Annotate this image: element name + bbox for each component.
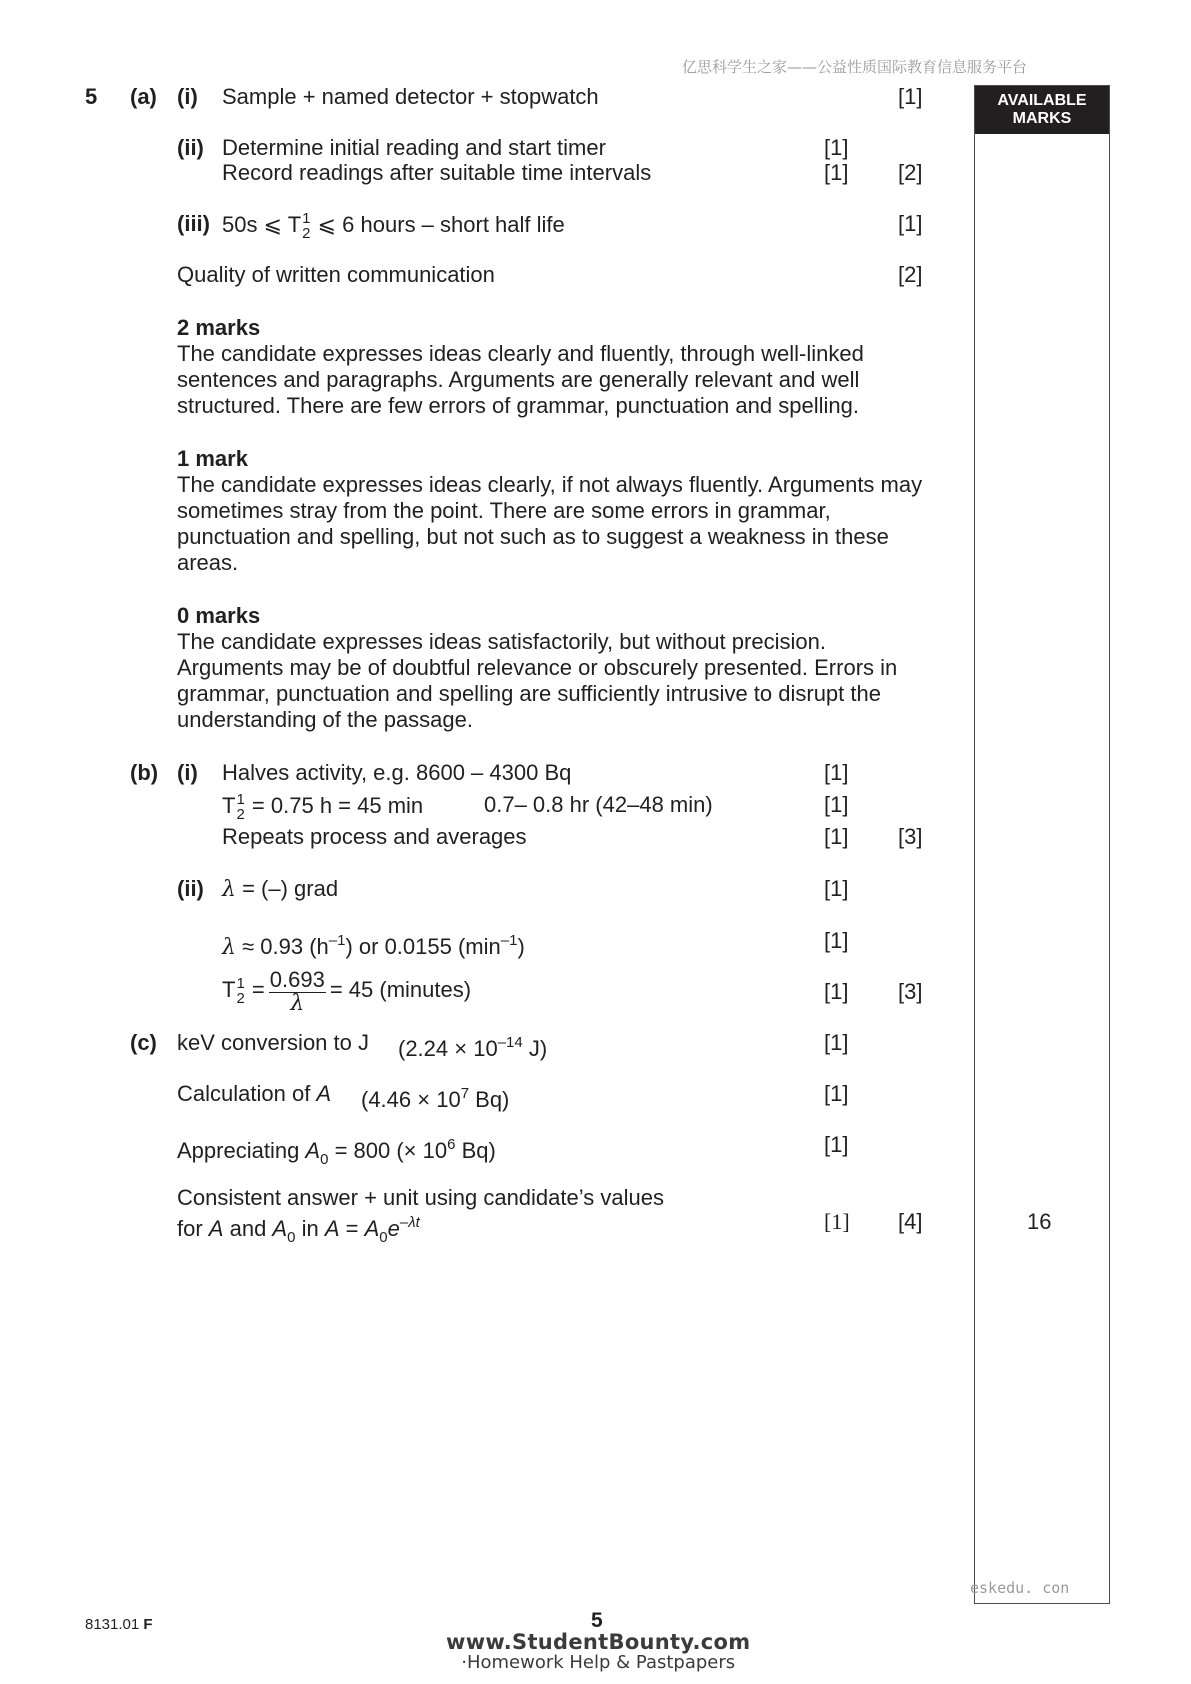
- part-c-line3-mark: [1]: [824, 1132, 849, 1157]
- part-b-ii-line1-mark: [1]: [824, 876, 849, 901]
- part-b-i-line1: Halves activity, e.g. 8600 – 4300 Bq: [222, 760, 572, 785]
- header-line-1: AVAILABLE: [997, 92, 1087, 109]
- part-a-iii-label: (iii): [177, 211, 210, 236]
- part-b-i-line2-mark: [1]: [824, 792, 849, 817]
- half-life-range-text: ⩽ 6 hours – short half life: [317, 211, 565, 237]
- part-c-line5-mark: [1]: [824, 1209, 850, 1234]
- paper-code-number: 8131.01: [85, 1616, 140, 1633]
- part-c-total: [4]: [898, 1209, 923, 1234]
- part-b-i-line1-mark: [1]: [824, 760, 849, 785]
- subscript: 0: [379, 1229, 388, 1246]
- lambda-symbol: λ: [222, 935, 236, 960]
- text-fragment: =: [339, 1216, 365, 1241]
- part-c-line5: [177, 1210, 420, 1251]
- unit-text: Bq): [469, 1087, 510, 1112]
- part-b-ii-line2: [222, 928, 525, 961]
- decay-constant-minutes: ) or 0.0155 (min: [345, 934, 501, 959]
- part-b-i-line2: [222, 792, 423, 822]
- exponent: 7: [460, 1085, 470, 1102]
- half-life-symbol: T: [222, 792, 236, 818]
- half-life-result: = 45 (minutes): [329, 977, 472, 1002]
- value-text: (4.46 × 10: [361, 1087, 461, 1112]
- part-a-label: (a): [130, 84, 157, 109]
- part-b-ii-line3-mark: [1]: [824, 979, 849, 1004]
- part-a-ii-line1: Determine initial reading and start timer: [222, 135, 606, 160]
- part-b-i-label: (i): [177, 760, 198, 785]
- part-b-i-line3: Repeats process and averages: [222, 824, 527, 849]
- qwc-level-heading: 0 marks: [177, 603, 261, 628]
- part-a-ii-line2-mark: [1]: [824, 160, 849, 185]
- text-fragment: in: [295, 1216, 325, 1241]
- qwc-total: [2]: [898, 262, 923, 287]
- subscript: 0: [320, 1151, 329, 1168]
- part-b-label: (b): [130, 760, 159, 785]
- activity-variable: A: [316, 1081, 332, 1106]
- half-fraction: 1 2: [236, 975, 245, 1008]
- exponent: –λt: [399, 1214, 420, 1231]
- formula-denominator: λ: [290, 990, 305, 1016]
- value-text: = 800 (× 10: [328, 1138, 448, 1163]
- part-c-line2-value: [361, 1081, 509, 1113]
- qwc-level-heading: 1 mark: [177, 446, 248, 471]
- lambda-symbol: λ: [222, 877, 236, 902]
- part-b-ii-label: (ii): [177, 876, 204, 901]
- half-life-symbol: 50s ⩽ T: [222, 211, 302, 237]
- part-a-ii-line1-mark: [1]: [824, 135, 849, 160]
- qwc-label: Quality of written communication: [177, 262, 495, 287]
- unit-text: Bq): [455, 1138, 496, 1163]
- header-line-2: MARKS: [1012, 110, 1072, 127]
- available-marks-header: [975, 86, 1109, 134]
- qwc-level-heading: 2 marks: [177, 315, 261, 340]
- part-a-i-text: Sample + named detector + stopwatch: [222, 84, 599, 109]
- value-text: (2.24 × 10: [398, 1036, 498, 1061]
- watermark-text: 亿思科学生之家——公益性质国际教育信息服务平台: [682, 58, 1028, 76]
- text-fragment: and: [223, 1216, 273, 1241]
- page-number: 5: [591, 1609, 603, 1632]
- qwc-level-text: The candidate expresses ideas clearly and fluently, through well-linked sentences and paragraphs. Arguments are generally relevant and well structured. There are few errors of grammar, punctuation and spelling.: [177, 341, 864, 418]
- activity-variable: A: [305, 1138, 321, 1163]
- part-a-iii-text: [222, 211, 565, 241]
- part-a-i-label: (i): [177, 84, 198, 109]
- part-a-ii-label: (ii): [177, 135, 204, 160]
- equals-sign: =: [251, 977, 265, 1002]
- activity-variable: A: [272, 1216, 288, 1241]
- text-fragment: for: [177, 1216, 209, 1241]
- exponential-symbol: e: [387, 1216, 400, 1241]
- gradient-text: = (–) grad: [242, 876, 339, 901]
- qwc-level-0: [177, 603, 937, 733]
- part-a-ii-total: [2]: [898, 160, 923, 185]
- qwc-level-1: [177, 446, 937, 576]
- part-c-line2: [177, 1081, 331, 1107]
- studentbounty-logo[interactable]: [446, 1631, 750, 1673]
- exponent: 6: [447, 1136, 456, 1153]
- exponent: –1: [500, 932, 518, 949]
- qwc-level-text: The candidate expresses ideas clearly, if not always fluently. Arguments may sometimes stray from the point. There are some errors in grammar, punctuation and spelling, but not such as to suggest a weakness in these areas.: [177, 472, 923, 575]
- activity-variable: A: [364, 1216, 380, 1241]
- paper-code-suffix: F: [143, 1616, 153, 1633]
- half-life-symbol: T: [222, 977, 236, 1002]
- part-b-ii-total: [3]: [898, 979, 923, 1004]
- subscript: 0: [287, 1229, 296, 1246]
- exponent: –1: [328, 932, 346, 949]
- part-b-i-total: [3]: [898, 824, 923, 849]
- available-marks-total: 16: [1027, 1209, 1052, 1234]
- formula-numerator: 0.693: [269, 966, 325, 992]
- part-c-line3: [177, 1132, 496, 1173]
- paper-code: [85, 1612, 153, 1638]
- part-b-ii-line3: [222, 966, 471, 1015]
- question-number: 5: [85, 84, 98, 109]
- half-fraction: 1 2: [236, 791, 245, 823]
- part-c-line2-mark: [1]: [824, 1081, 849, 1106]
- part-b-ii-line1: [222, 876, 338, 903]
- part-c-line1-value: [398, 1030, 547, 1062]
- part-a-i-mark: [1]: [898, 84, 923, 109]
- closing-bracket: ): [517, 934, 525, 959]
- half-life-value: = 0.75 h = 45 min: [251, 792, 424, 818]
- part-b-ii-line2-mark: [1]: [824, 928, 849, 953]
- part-a-iii-mark: [1]: [898, 211, 923, 236]
- part-a-ii-line2: Record readings after suitable time intervals: [222, 160, 652, 185]
- part-c-line4: Consistent answer + unit using candidate’s values: [177, 1185, 664, 1210]
- qwc-level-2: [177, 315, 937, 419]
- decay-constant-hours: ≈ 0.93 (h: [242, 934, 329, 959]
- part-c-line1-mark: [1]: [824, 1030, 849, 1055]
- exponent: –14: [497, 1034, 523, 1051]
- half-fraction: 1 2: [302, 210, 311, 242]
- qwc-level-text: The candidate expresses ideas satisfactorily, but without precision. Arguments may be of doubtful relevance or obscurely presented. Errors in grammar, punctuation and spelling are sufficiently intrusive to disrupt the understanding of the passage.: [177, 629, 898, 732]
- available-marks-column: [974, 85, 1110, 1604]
- half-life-formula-fraction: [269, 968, 326, 1015]
- part-b-i-line3-mark: [1]: [824, 824, 849, 849]
- activity-variable: A: [208, 1216, 224, 1241]
- label-text: Appreciating: [177, 1138, 306, 1163]
- logo-url: www.StudentBounty.com: [446, 1630, 751, 1654]
- corner-watermark: eskedu. con: [970, 1579, 1070, 1597]
- activity-variable: A: [324, 1216, 340, 1241]
- part-b-i-line2-alt: 0.7– 0.8 hr (42–48 min): [484, 792, 713, 817]
- part-c-label: (c): [130, 1030, 157, 1055]
- label-text: Calculation of: [177, 1081, 317, 1106]
- logo-tagline: ·Homework Help & Pastpapers: [461, 1652, 736, 1673]
- part-c-line1: keV conversion to J: [177, 1030, 369, 1055]
- unit-text: J): [522, 1036, 548, 1061]
